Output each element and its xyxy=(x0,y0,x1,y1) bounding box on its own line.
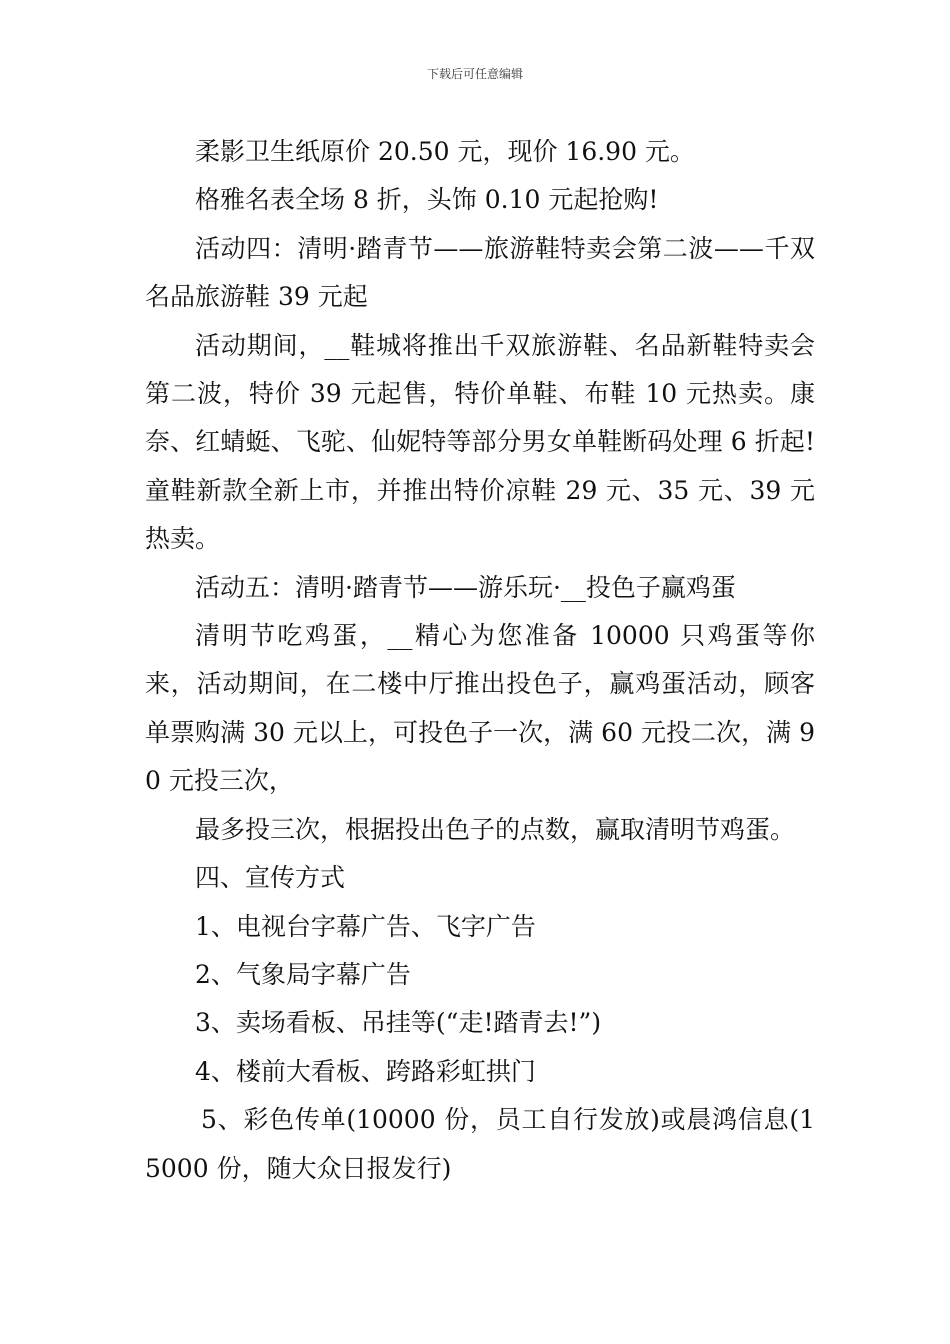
document-body xyxy=(145,128,815,1193)
list-item-weather-ads: 2、气象局字幕广告 xyxy=(195,959,411,989)
paragraph-tissue-price: 柔影卫生纸原价 20.50 元，现价 16.90 元。 xyxy=(195,137,695,166)
list-item-store-boards: 3、卖场看板、吊挂等(“走!踏青去!”) xyxy=(195,1008,602,1038)
paragraph-activity-five-limit: 最多投三次，根据投出色子的点数，赢取清明节鸡蛋。 xyxy=(195,814,796,844)
paragraph-activity-four-body: 活动期间，__鞋城将推出千双旅游鞋、名品新鞋特卖会第二波，特价 39 元起售，特价单鞋、布鞋 10 元热卖。康奈、红蜻蜓、飞驼、仙妮特等部分男女单鞋断码处理 6 折起!童鞋新款全新上市，并推出特价凉鞋 29 元、35 元、39 元热卖。 xyxy=(145,330,815,554)
paragraph-activity-four-title: 活动四：清明·踏青节——旅游鞋特卖会第二波——千双名品旅游鞋 39 元起 xyxy=(145,233,815,312)
page-header-note: 下载后可任意编辑 xyxy=(426,67,523,81)
list-item-flyers: 5、彩色传单(10000 份，员工自行发放)或晨鸿信息(15000 份，随大众日报发行) xyxy=(145,1105,815,1183)
paragraph-watch-discount: 格雅名表全场 8 折，头饰 0.10 元起抢购! xyxy=(195,185,659,215)
paragraph-activity-five-title: 活动五：清明·踏青节——游乐玩·__投色子赢鸡蛋 xyxy=(195,572,736,602)
paragraph-activity-five-body: 清明节吃鸡蛋，__精心为您准备 10000 只鸡蛋等你来，活动期间，在二楼中厅推出投色子，赢鸡蛋活动，顾客单票购满 30 元以上，可投色子一次，满 60 元投二次，满 90 元投三次， xyxy=(145,621,815,796)
list-item-building-boards: 4、楼前大看板、跨路彩虹拱门 xyxy=(195,1056,536,1086)
list-item-tv-ads: 1、电视台字幕广告、飞字广告 xyxy=(195,911,536,941)
section-heading-promotion-methods: 四、宣传方式 xyxy=(195,863,346,893)
